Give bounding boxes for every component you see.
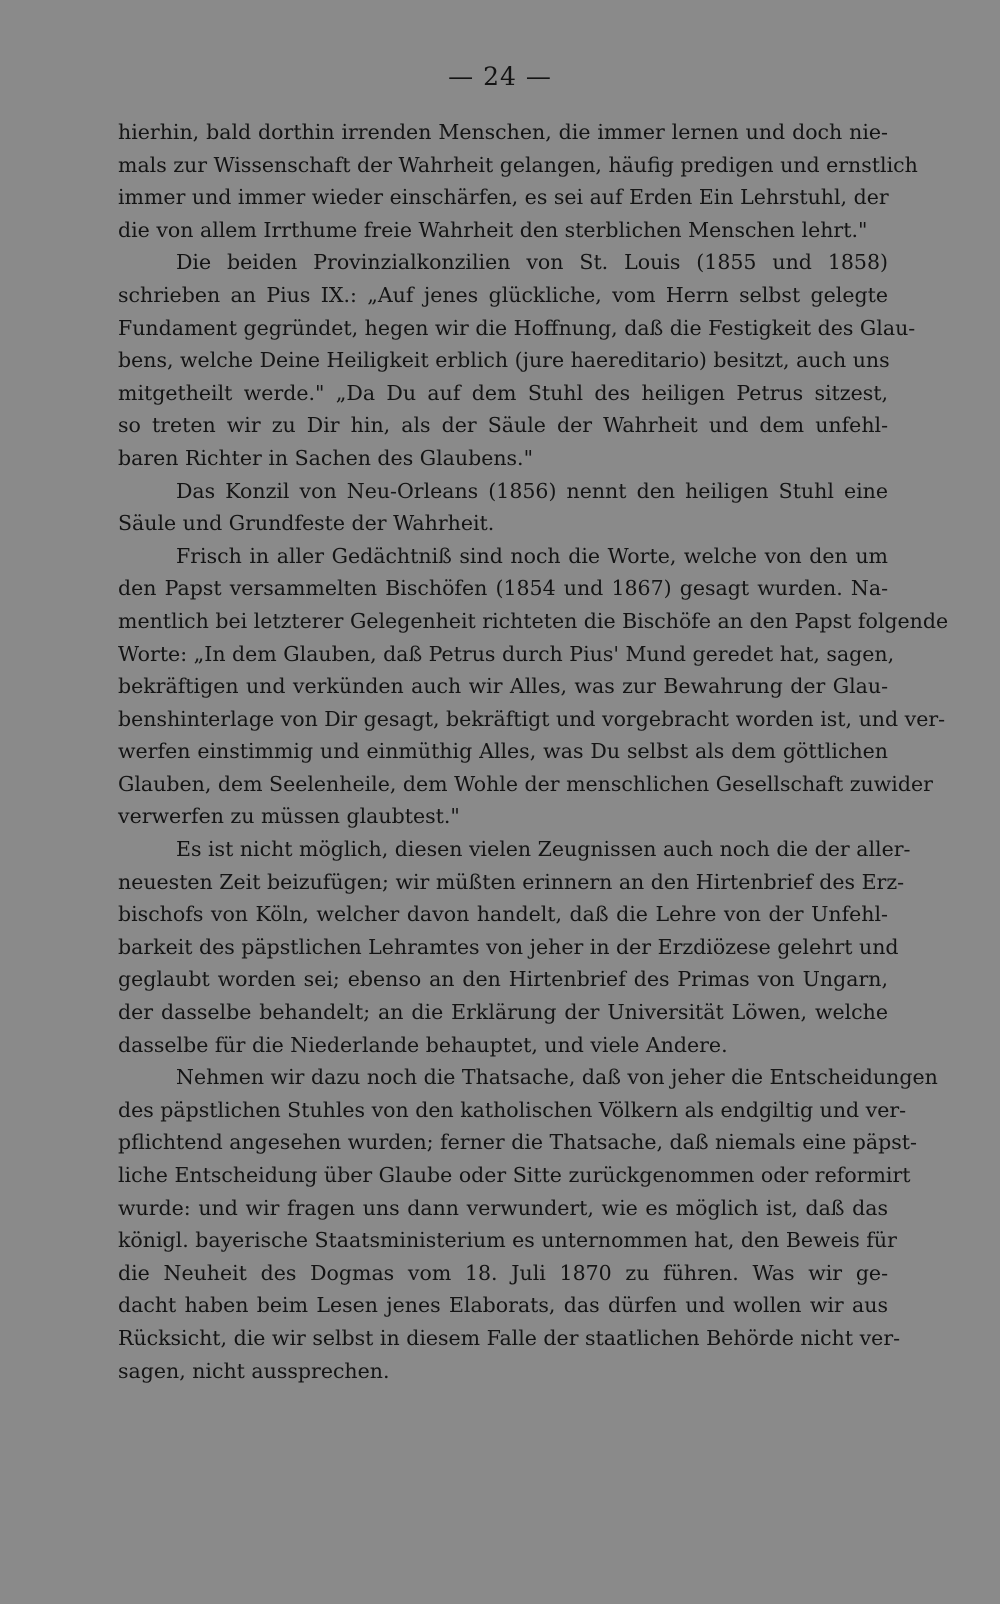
page-number: — 24 — (448, 62, 552, 91)
text-line: Worte: „In dem Glauben, daß Petrus durch Pius' Mund geredet hat, sagen, (118, 641, 895, 666)
text-line: Es ist nicht möglich, diesen vielen Zeugnissen auch noch die der aller- (176, 837, 911, 862)
paragraph (118, 475, 888, 540)
text-line: mitgetheilt werde." „Da Du auf dem Stuhl des heiligen Petrus sitzest, (118, 380, 888, 405)
text-line: so treten wir zu Dir hin, als der Säule der Wahrheit und dem unfehl- (118, 413, 888, 438)
text-line: mentlich bei letzterer Gelegenheit richteten die Bischöfe an den Papst folgende (118, 608, 949, 633)
text-line: dacht haben beim Lesen jenes Elaborats, das dürfen und wollen wir aus (118, 1293, 888, 1318)
text-line: mals zur Wissenschaft der Wahrheit gelangen, häufig predigen und ernstlich (118, 152, 918, 177)
text-line: des päpstlichen Stuhles von den katholischen Völkern als endgiltig und ver- (118, 1097, 907, 1122)
text-line: barkeit des päpstlichen Lehramtes von jeher in der Erzdiözese gelehrt und (118, 934, 899, 959)
text-line: bischofs von Köln, welcher davon handelt, daß die Lehre von der Unfehl- (118, 902, 888, 927)
paragraph (118, 540, 949, 833)
text-line: neuesten Zeit beizufügen; wir müßten erinnern an den Hirtenbrief des Erz- (118, 869, 905, 894)
text-line: schrieben an Pius IX.: „Auf jenes glückliche, vom Herrn selbst gelegte (118, 282, 888, 307)
text-line: die von allem Irrthume freie Wahrheit den sterblichen Menschen lehrt." (118, 217, 868, 242)
text-line: dasselbe für die Niederlande behauptet, und viele Andere. (118, 1032, 728, 1057)
text-line: den Papst versammelten Bischöfen (1854 und 1867) gesagt wurden. Na- (118, 576, 888, 601)
text-line: benshinterlage von Dir gesagt, bekräftigt und vorgebracht worden ist, und ver- (118, 706, 946, 731)
text-line: pflichtend angesehen wurden; ferner die Thatsache, daß niemals eine päpst- (118, 1130, 917, 1155)
text-line: liche Entscheidung über Glaube oder Sitte zurückgenommen oder reformirt (118, 1163, 911, 1187)
text-line: der dasselbe behandelt; an die Erklärung der Universität Löwen, welche (118, 1000, 888, 1025)
text-line: Rücksicht, die wir selbst in diesem Falle der staatlichen Behörde nicht ver- (118, 1325, 901, 1350)
text-line: Glauben, dem Seelenheile, dem Wohle der menschlichen Gesellschaft zuwider (118, 771, 933, 796)
paragraph (118, 246, 916, 474)
paragraph (118, 1061, 938, 1387)
text-line: baren Richter in Sachen des Glaubens." (118, 445, 534, 470)
text-line: sagen, nicht aussprechen. (118, 1358, 390, 1383)
text-line: verwerfen zu müssen glaubtest." (118, 804, 460, 829)
paragraph (118, 833, 911, 1061)
text-line: hierhin, bald dorthin irrenden Menschen, die immer lernen und doch nie- (118, 120, 888, 144)
text-line: Die beiden Provinzialkonzilien von St. Louis (1855 und 1858) (176, 250, 888, 275)
text-line: Frisch in aller Gedächtniß sind noch die Worte, welche von den um (176, 543, 888, 568)
text-line: werfen einstimmig und einmüthig Alles, was Du selbst als dem göttlichen (118, 739, 888, 764)
text-line: bekräftigen und verkünden auch wir Alles, was zur Bewahrung der Glau- (118, 674, 888, 699)
text-line: wurde: und wir fragen uns dann verwundert, wie es möglich ist, daß das (118, 1195, 888, 1220)
body-text (118, 116, 949, 1387)
text-line: bens, welche Deine Heiligkeit erblich (jure haereditario) besitzt, auch uns (118, 348, 890, 373)
text-line: Säule und Grundfeste der Wahrheit. (118, 511, 495, 536)
text-line: Nehmen wir dazu noch die Thatsache, daß von jeher die Entscheidungen (176, 1065, 938, 1090)
text-line: Fundament gegründet, hegen wir die Hoffnung, daß die Festigkeit des Glau- (118, 315, 916, 340)
text-line: die Neuheit des Dogmas vom 18. Juli 1870 zu führen. Was wir ge- (118, 1260, 888, 1285)
text-line: königl. bayerische Staatsministerium es unternommen hat, den Beweis für (118, 1228, 897, 1253)
text-line: Das Konzil von Neu-Orleans (1856) nennt den heiligen Stuhl eine (176, 478, 888, 503)
paragraph (118, 116, 918, 246)
text-line: immer und immer wieder einschärfen, es sei auf Erden Ein Lehrstuhl, der (118, 185, 889, 210)
text-line: geglaubt worden sei; ebenso an den Hirtenbrief des Primas von Ungarn, (118, 967, 888, 992)
